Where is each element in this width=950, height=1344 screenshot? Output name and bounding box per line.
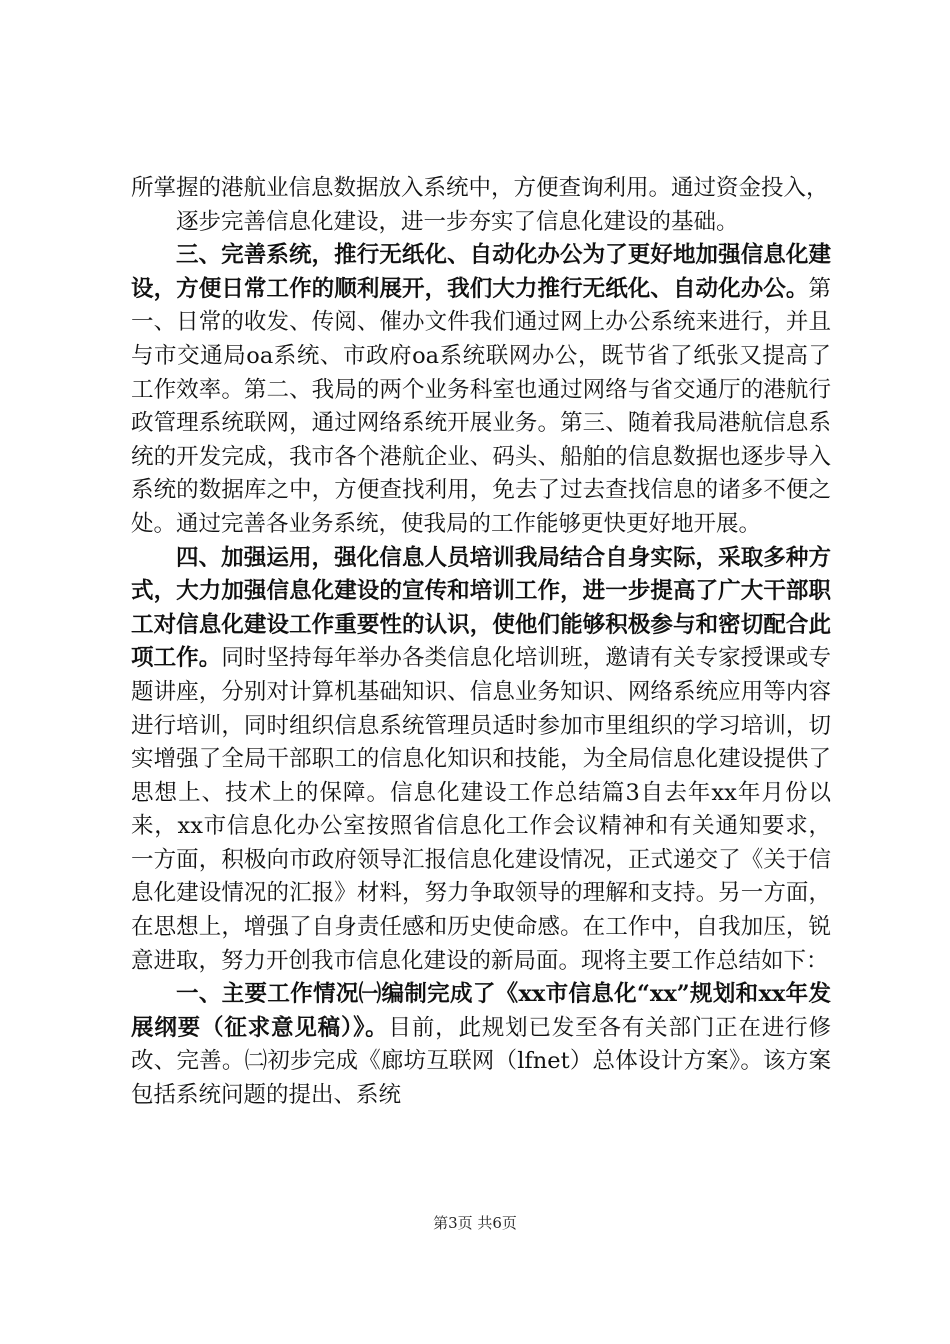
document-body — [131, 172, 831, 1113]
paragraph-3-heading: 三、完善系统，推行无纸化、自动化办公为了更好地加强信息化建设，方便日常工作的顺利展开，我们大力推行无纸化、自动化办公。 — [131, 242, 831, 302]
paragraph-2 — [131, 206, 831, 240]
paragraph-5-heading: 一、主要工作情况㈠编制完成了《xx市信息化“xx”规划和xx年发展纲要（征求意见稿）》。 — [131, 981, 831, 1041]
paragraph-2-text: 逐步完善信息化建设，进一步夯实了信息化建设的基础。 — [176, 208, 739, 235]
paragraph-5-text: 目前，此规划已发至各有关部门正在进行修改、完善。㈡初步完成《廊坊互联网（lfnet）总体设计方案》。该方案包括系统问题的提出、系统 — [131, 1014, 831, 1109]
paragraph-4 — [131, 542, 831, 979]
paragraph-4-text: 同时坚持每年举办各类信息化培训班，邀请有关专家授课或专题讲座，分别对计算机基础知识、信息业务知识、网络系统应用等内容进行培训，同时组织信息系统管理员适时参加市里组织的学习培训，切实增强了全局干部职工的信息化知识和技能，为全局信息化建设提供了思想上、技术上的保障。信息化建设工作总结篇3自去年xx年月份以来，xx市信息化办公室按照省信息化工作会议精神和有关通知要求，一方面，积极向市政府领导汇报信息化建设情况，正式递交了《关于信息化建设情况的汇报》材料，努力争取领导的理解和支持。另一方面，在思想上，增强了自身责任感和历史使命感。在工作中，自我加压，锐意进取，努力开创我市信息化建设的新局面。现将主要工作总结如下： — [131, 645, 831, 974]
paragraph-4-heading: 四、加强运用，强化信息人员培训我局结合自身实际，采取多种方式，大力加强信息化建设的宣传和培训工作，进一步提高了广大干部职工对信息化建设工作重要性的认识，使他们能够积极参与和密切配合此项工作。 — [131, 544, 831, 672]
page-footer: 第3页 共6页 — [433, 1214, 517, 1232]
paragraph-1 — [131, 172, 831, 206]
paragraph-1-text: 所掌握的港航业信息数据放入系统中，方便查询利用。通过资金投入， — [131, 175, 829, 201]
paragraph-5 — [131, 978, 831, 1112]
paragraph-3-text: 第一、日常的收发、传阅、催办文件我们通过网上办公系统来进行，并且与市交通局oa系统、市政府oa系统联网办公，既节省了纸张又提高了工作效率。第二、我局的两个业务科室也通过网络与省交通厅的港航行政管理系统联网，通过网络系统开展业务。第三、随着我局港航信息系统的开发完成，我市各个港航企业、码头、船舶的信息数据也逐步导入系统的数据库之中，方便查找利用，免去了过去查找信息的诸多不便之处。通过完善各业务系统，使我局的工作能够更快更好地开展。 — [131, 275, 831, 537]
paragraph-3 — [131, 239, 831, 541]
